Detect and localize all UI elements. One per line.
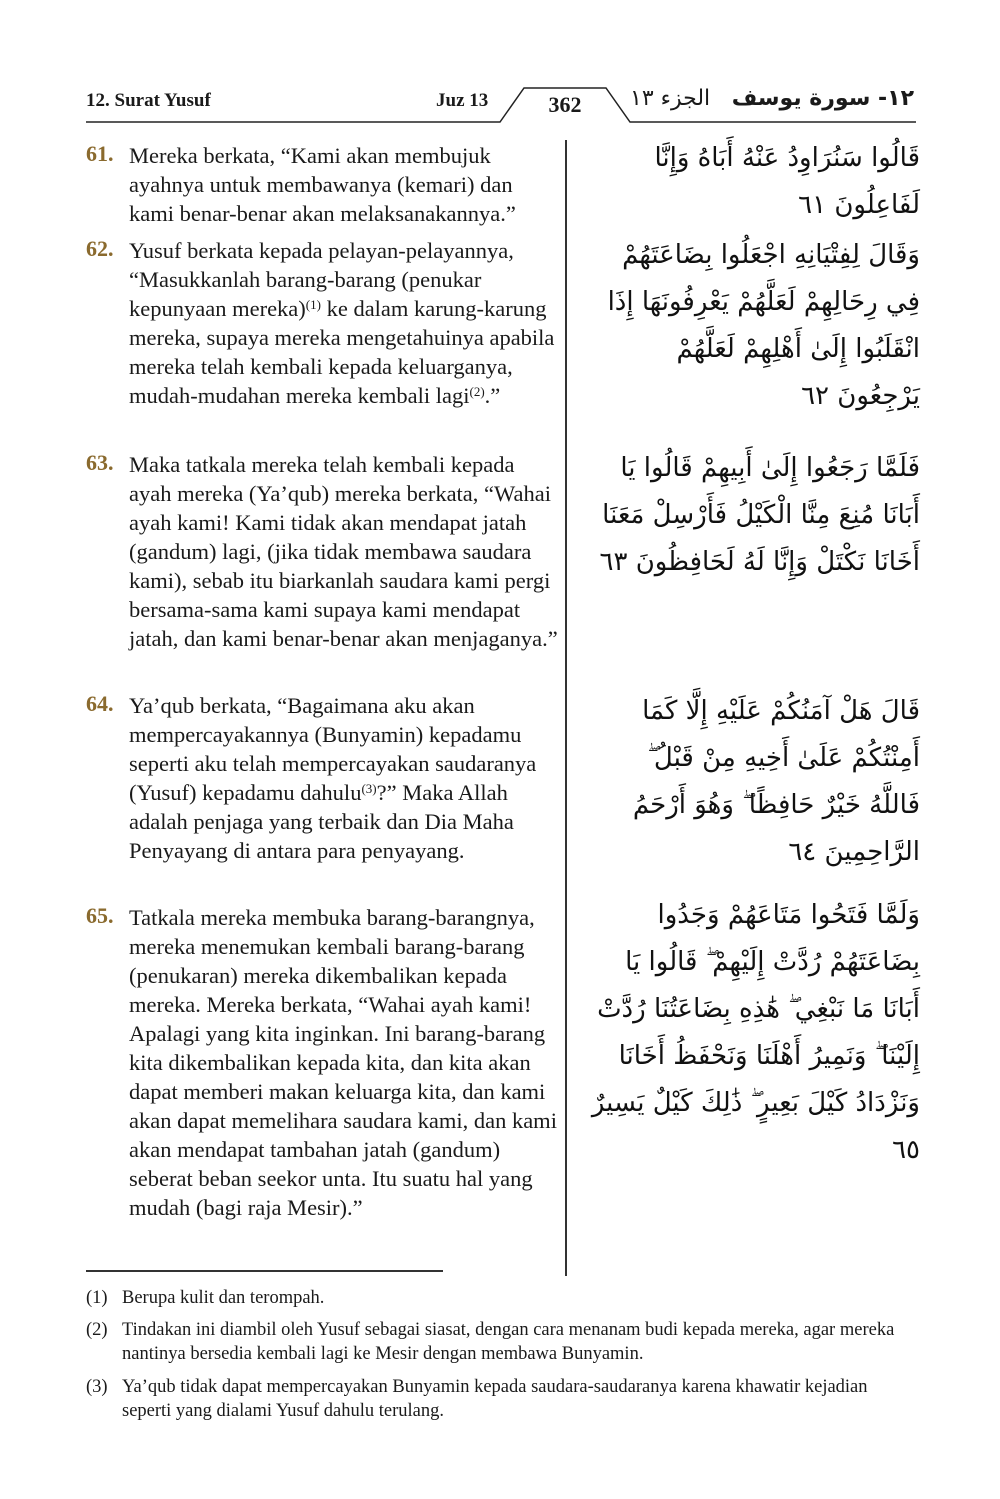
verse-63 (86, 450, 560, 653)
verse-text-part: Yusuf berkata kepada pelayan-pelayannya, “Masukkanlah barang-barang (penukar kepunyaan mereka) (129, 238, 514, 321)
header-surah-title: 12. Surat Yusuf (86, 90, 211, 111)
footnote-text: Berupa kulit dan terompah. (122, 1288, 325, 1308)
footnote-text: Tindakan ini diambil oleh Yusuf sebagai siasat, dengan cara menanam budi kepada mereka, agar mereka nantinya bersedia kembali lagi ke Mesir dengan membawa Bunyamin. (122, 1320, 895, 1364)
verse-64 (86, 691, 560, 865)
verse-number: 62. (86, 236, 114, 261)
verse-translation: Mereka berkata, “Kami akan membujuk ayahnya untuk membawanya (kemari) dan kami benar-benar akan melaksanakannya.” (129, 143, 516, 226)
verse-translation (129, 691, 560, 865)
verse-arabic-64: قَالَ هَلْ آمَنُكُمْ عَلَيْهِ إِلَّا كَمَا أَمِنْتُكُمْ عَلَىٰ أَخِيهِ مِنْ قَبْلُ ۖ فَاللَّهُ خَيْرٌ حَافِظًا ۖ وَهُوَ أَرْحَمُ الرَّاحِمِينَ ٦٤ (632, 696, 920, 867)
footnote-rule (86, 1270, 443, 1272)
verse-65 (86, 903, 560, 1222)
verse-arabic-62: وَقَالَ لِفِتْيَانِهِ اجْعَلُوا بِضَاعَتَهُمْ فِي رِحَالِهِمْ لَعَلَّهُمْ يَعْرِفُونَهَا إِذَا انْقَلَبُوا إِلَىٰ أَهْلِهِمْ لَعَلَّهُمْ يَرْجِعُونَ ٦٢ (607, 240, 920, 411)
verse-translation: Tatkala mereka membuka barang-barangnya, mereka menemukan kembali barang-barang (penukaran) mereka dikembalikan kepada mereka. Mereka berkata, “Wahai ayah kami! Apalagi yang kita inginkan. Ini barang-barang kita dikembalikan kepada kita, dan kita akan dapat memberi makan keluarga kita, dan kami akan dapat memelihara saudara kami, dan kami akan mendapat tambahan jatah (gandum) seberat beban seekor unta. Itu suatu hal yang mudah (bagi raja Mesir).” (129, 905, 557, 1220)
header-juz-label: Juz 13 (436, 90, 489, 111)
page-number: 362 (548, 92, 582, 117)
verse-62 (86, 236, 560, 410)
verse-text-part: Ya’qub berkata, “Bagaimana aku akan mempercayakannya (Bunyamin) kepadamu seperti aku telah mempercayakan saudaranya (Yusuf) kepadamu dahulu (129, 693, 537, 805)
verse-text-part: .” (484, 383, 501, 408)
header-surah-arabic: ١٢- سورة يوسف (731, 86, 914, 111)
verse-arabic-65: وَلَمَّا فَتَحُوا مَتَاعَهُمْ وَجَدُوا بِضَاعَتَهُمْ رُدَّتْ إِلَيْهِمْ ۖ قَالُوا يَا أَبَانَا مَا نَبْغِي ۖ هَٰذِهِ بِضَاعَتُنَا رُدَّتْ إِلَيْنَا ۖ وَنَمِيرُ أَهْلَنَا وَنَحْفَظُ أَخَانَا وَنَزْدَادُ كَيْلَ بَعِيرٍ ۖ ذَٰلِكَ كَيْلٌ يَسِيرٌ ٦٥ (591, 900, 920, 1165)
column-divider (565, 140, 567, 1276)
verse-translation (129, 236, 560, 410)
verse-number: 65. (86, 903, 114, 928)
footnote-3 (86, 1375, 916, 1423)
verse-number: 63. (86, 450, 114, 475)
verse-translation: Maka tatkala mereka telah kembali kepada ayah mereka (Ya’qub) mereka berkata, “Wahai ayah kami! Kami tidak akan mendapat jatah (gandum) lagi, (jika tidak membawa saudara kami), sebab itu biarkanlah saudara kami pergi bersama-sama kami supaya kami mendapat jatah, dan kami benar-benar akan menjaganya.” (129, 452, 558, 651)
footnote-ref[interactable]: (1) (305, 297, 321, 312)
footnote-marker: (3) (86, 1377, 108, 1397)
verse-arabic-63: فَلَمَّا رَجَعُوا إِلَىٰ أَبِيهِمْ قَالُوا يَا أَبَانَا مُنِعَ مِنَّا الْكَيْلُ فَأَرْسِلْ مَعَنَا أَخَانَا نَكْتَلْ وَإِنَّا لَهُ لَحَافِظُونَ ٦٣ (599, 453, 920, 577)
verse-number: 64. (86, 691, 114, 716)
header-juz-arabic: الجزء ١٣ (630, 86, 711, 111)
footnote-ref[interactable]: (2) (469, 384, 485, 399)
footnote-ref[interactable]: (3) (361, 781, 377, 796)
footnote-1 (86, 1286, 916, 1310)
footnote-marker: (2) (86, 1320, 108, 1340)
verse-61 (86, 141, 560, 228)
verse-number: 61. (86, 141, 114, 166)
verse-text-part: ke dalam karung-karung mereka, supaya mereka mengetahuinya apabila mereka telah kembali kepada keluarganya, mudah-mudahan mereka kembali lagi (129, 296, 555, 408)
footnote-text: Ya’qub tidak dapat mempercayakan Bunyamin kepada saudara-saudaranya karena khawatir kejadian seperti yang dialami Yusuf dahulu terulang. (122, 1377, 868, 1421)
footnote-2 (86, 1318, 916, 1366)
verse-arabic-61: قَالُوا سَنُرَاوِدُ عَنْهُ أَبَاهُ وَإِنَّا لَفَاعِلُونَ ٦١ (654, 143, 920, 220)
verse-text-part: ?” Maka Allah adalah penjaga yang terbaik dan Dia Maha Penyayang di antara para penyayang. (129, 780, 514, 863)
footnote-marker: (1) (86, 1288, 108, 1308)
header-rule (0, 0, 1000, 140)
